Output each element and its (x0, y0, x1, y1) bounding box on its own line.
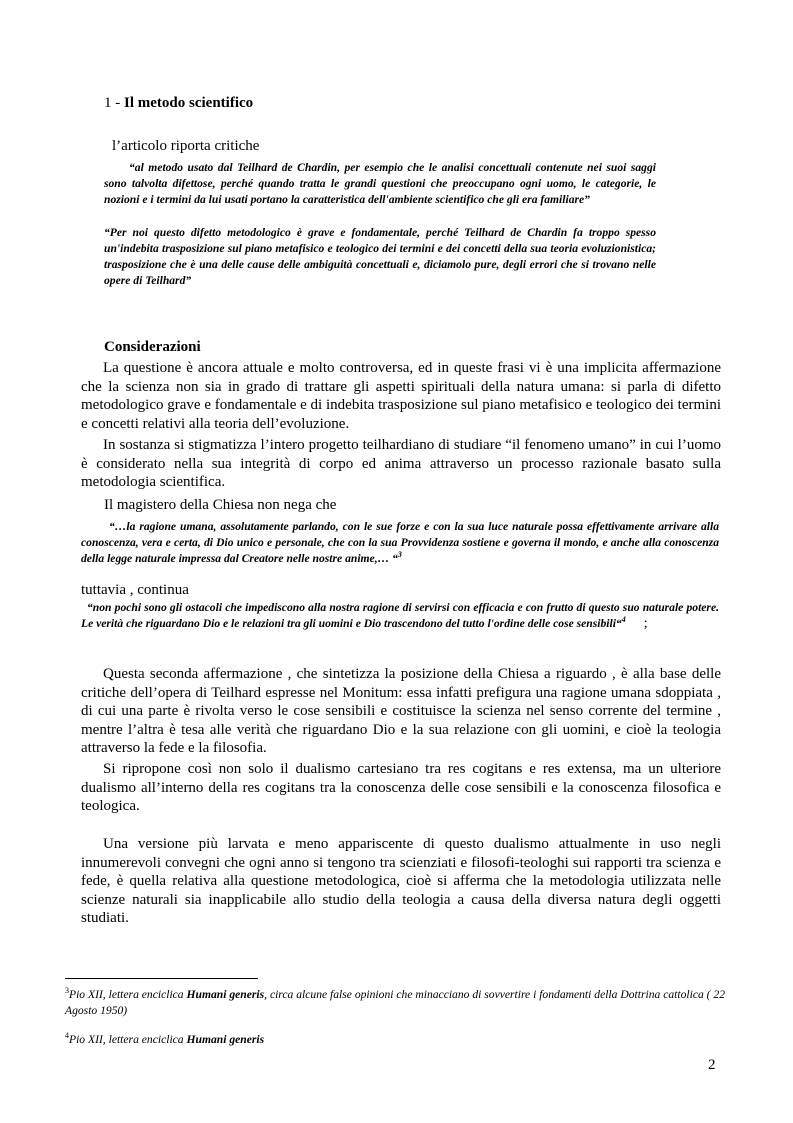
quote-1: “al metodo usato dal Teilhard de Chardin, per esempio che le analisi concettuali contenute nei suoi saggi sono talvolta difettose, perché quando tratta le grandi questioni che preoccupano ogni uomo, le categorie, le nozioni e i termini da lui usati portano la caratteristica dell'ambiente scientifico che gli era familiare” (104, 161, 656, 206)
paragraph-2 (81, 436, 721, 492)
footnote-3-text: Pio XII, lettera enciclica (69, 988, 187, 1001)
paragraph-2-text: In sostanza si stigmatizza l’intero progetto teilhardiano di studiare “il fenomeno umano” in cui l’uomo è considerato nella sua integrità di corpo ed anima attraverso un processo razionale basato sulla metodologia scientifica. (81, 437, 721, 491)
tuttavia-line: tuttavia , continua (81, 582, 189, 598)
quote-4 (81, 600, 719, 632)
section-title: Il metodo scientifico (124, 95, 254, 111)
paragraph-4-text: Questa seconda affermazione , che sintetizza la posizione della Chiesa a riguardo , è alla base delle critiche dell’opera di Teilhard espresse nel Monitum: essa infatti prefigura una ragione umana sdoppiata , di cui una parte è rivolta verso le cose sensibili e costituisce la scienza nel senso corrente del termine , mentre l’altra è tesa alle verità che riguardano Dio e la sua relazione con gli uomini, e cioè la teologia attraverso la fede e la filosofia. (81, 666, 721, 757)
footnote-4 (65, 1032, 725, 1048)
quote-3-text: “…la ragione umana, assolutamente parlando, con le sue forze e con la sua luce naturale possa effettivamente arrivare alla conoscenza, vera e certa, di Dio unico e personale, che con la sua Provvidenza sostiene e governa il mondo, e anche alla conoscenza della legge naturale impressa dal Creatore nelle nostre anime,… “ (81, 520, 719, 565)
footnote-ref-3: 3 (397, 550, 402, 560)
paragraph-5-text: Si ripropone così non solo il dualismo cartesiano tra res cogitans e res extensa, ma un ulteriore dualismo all’interno della res cogitans tra la conoscenza delle cose sensibili e la conoscenza filosofica e teologica. (81, 761, 721, 815)
footnote-4-work-title: Humani generis (186, 1033, 265, 1046)
footnote-3-tail: , circa alcune false opinioni che minacciano di sovvertire i fondamenti della Dottrina cattolica ( 22 Agosto 1950) (65, 988, 726, 1017)
paragraph-3: Il magistero della Chiesa non nega che (104, 497, 337, 513)
footnote-3 (65, 987, 725, 1019)
section-number: 1 - (104, 95, 124, 111)
paragraph-4 (81, 665, 721, 758)
paragraph-6 (81, 835, 721, 928)
page-number: 2 (708, 1057, 716, 1073)
section-heading (104, 95, 253, 112)
footnote-3-work-title: Humani generis (186, 988, 265, 1001)
paragraph-1 (81, 359, 721, 433)
footnote-4-number: 4 (65, 1031, 69, 1041)
paragraph-6-text: Una versione più larvata e meno appariscente di questo dualismo attualmente in uso negli innumerevoli convegni che ogni anno si tengono tra scienziati e filosofi-teologhi sui rapporti tra scienza e fede, è quella relativa alla questione metodologica, cioè si afferma che la metodologia utilizzata nelle scienze naturali sia inapplicabile allo studio della teologia a causa della diversa natura degli oggetti studiati. (81, 836, 721, 927)
footnote-3-number: 3 (65, 986, 69, 996)
intro-line: l’articolo riporta critiche (112, 138, 260, 154)
considerazioni-title: Considerazioni (104, 339, 201, 355)
paragraph-5 (81, 760, 721, 816)
footnote-separator (65, 978, 258, 979)
footnote-4-text: Pio XII, lettera enciclica (69, 1033, 187, 1046)
quote-4-text: “non pochi sono gli ostacoli che impediscono alla nostra ragione di servirsi con efficacia e con frutto di questo suo naturale potere. Le verità che riguardano Dio e le relazioni tra gli uomini e Dio trascendono del tutto l'ordine delle cose sensibili“ (81, 601, 719, 630)
quote-2: “Per noi questo difetto metodologico è grave e fondamentale, perché Teilhard de Chardin fa troppo spesso un'indebita trasposizione sul piano metafisico e teologico dei termini e dei concetti della sua teoria evoluzionistica; trasposizione che è una delle cause delle ambiguità concettuali e, diciamolo pure, degli errori che si trovano nelle opere di Teilhard” (104, 226, 656, 287)
footnote-ref-4: 4 (621, 615, 626, 625)
quote-3 (81, 519, 719, 567)
quote-4-semicolon: ; (643, 616, 648, 631)
paragraph-1-text: La questione è ancora attuale e molto controversa, ed in queste frasi vi è una implicita affermazione che la scienza non sia in grado di trattare gli aspetti spirituali della natura umana: si parla di difetto metodologico grave e fondamentale e di indebita trasposizione sul piano metafisico e teologico dei termini e concetti relativi alla teoria dell’evoluzione. (81, 360, 721, 432)
